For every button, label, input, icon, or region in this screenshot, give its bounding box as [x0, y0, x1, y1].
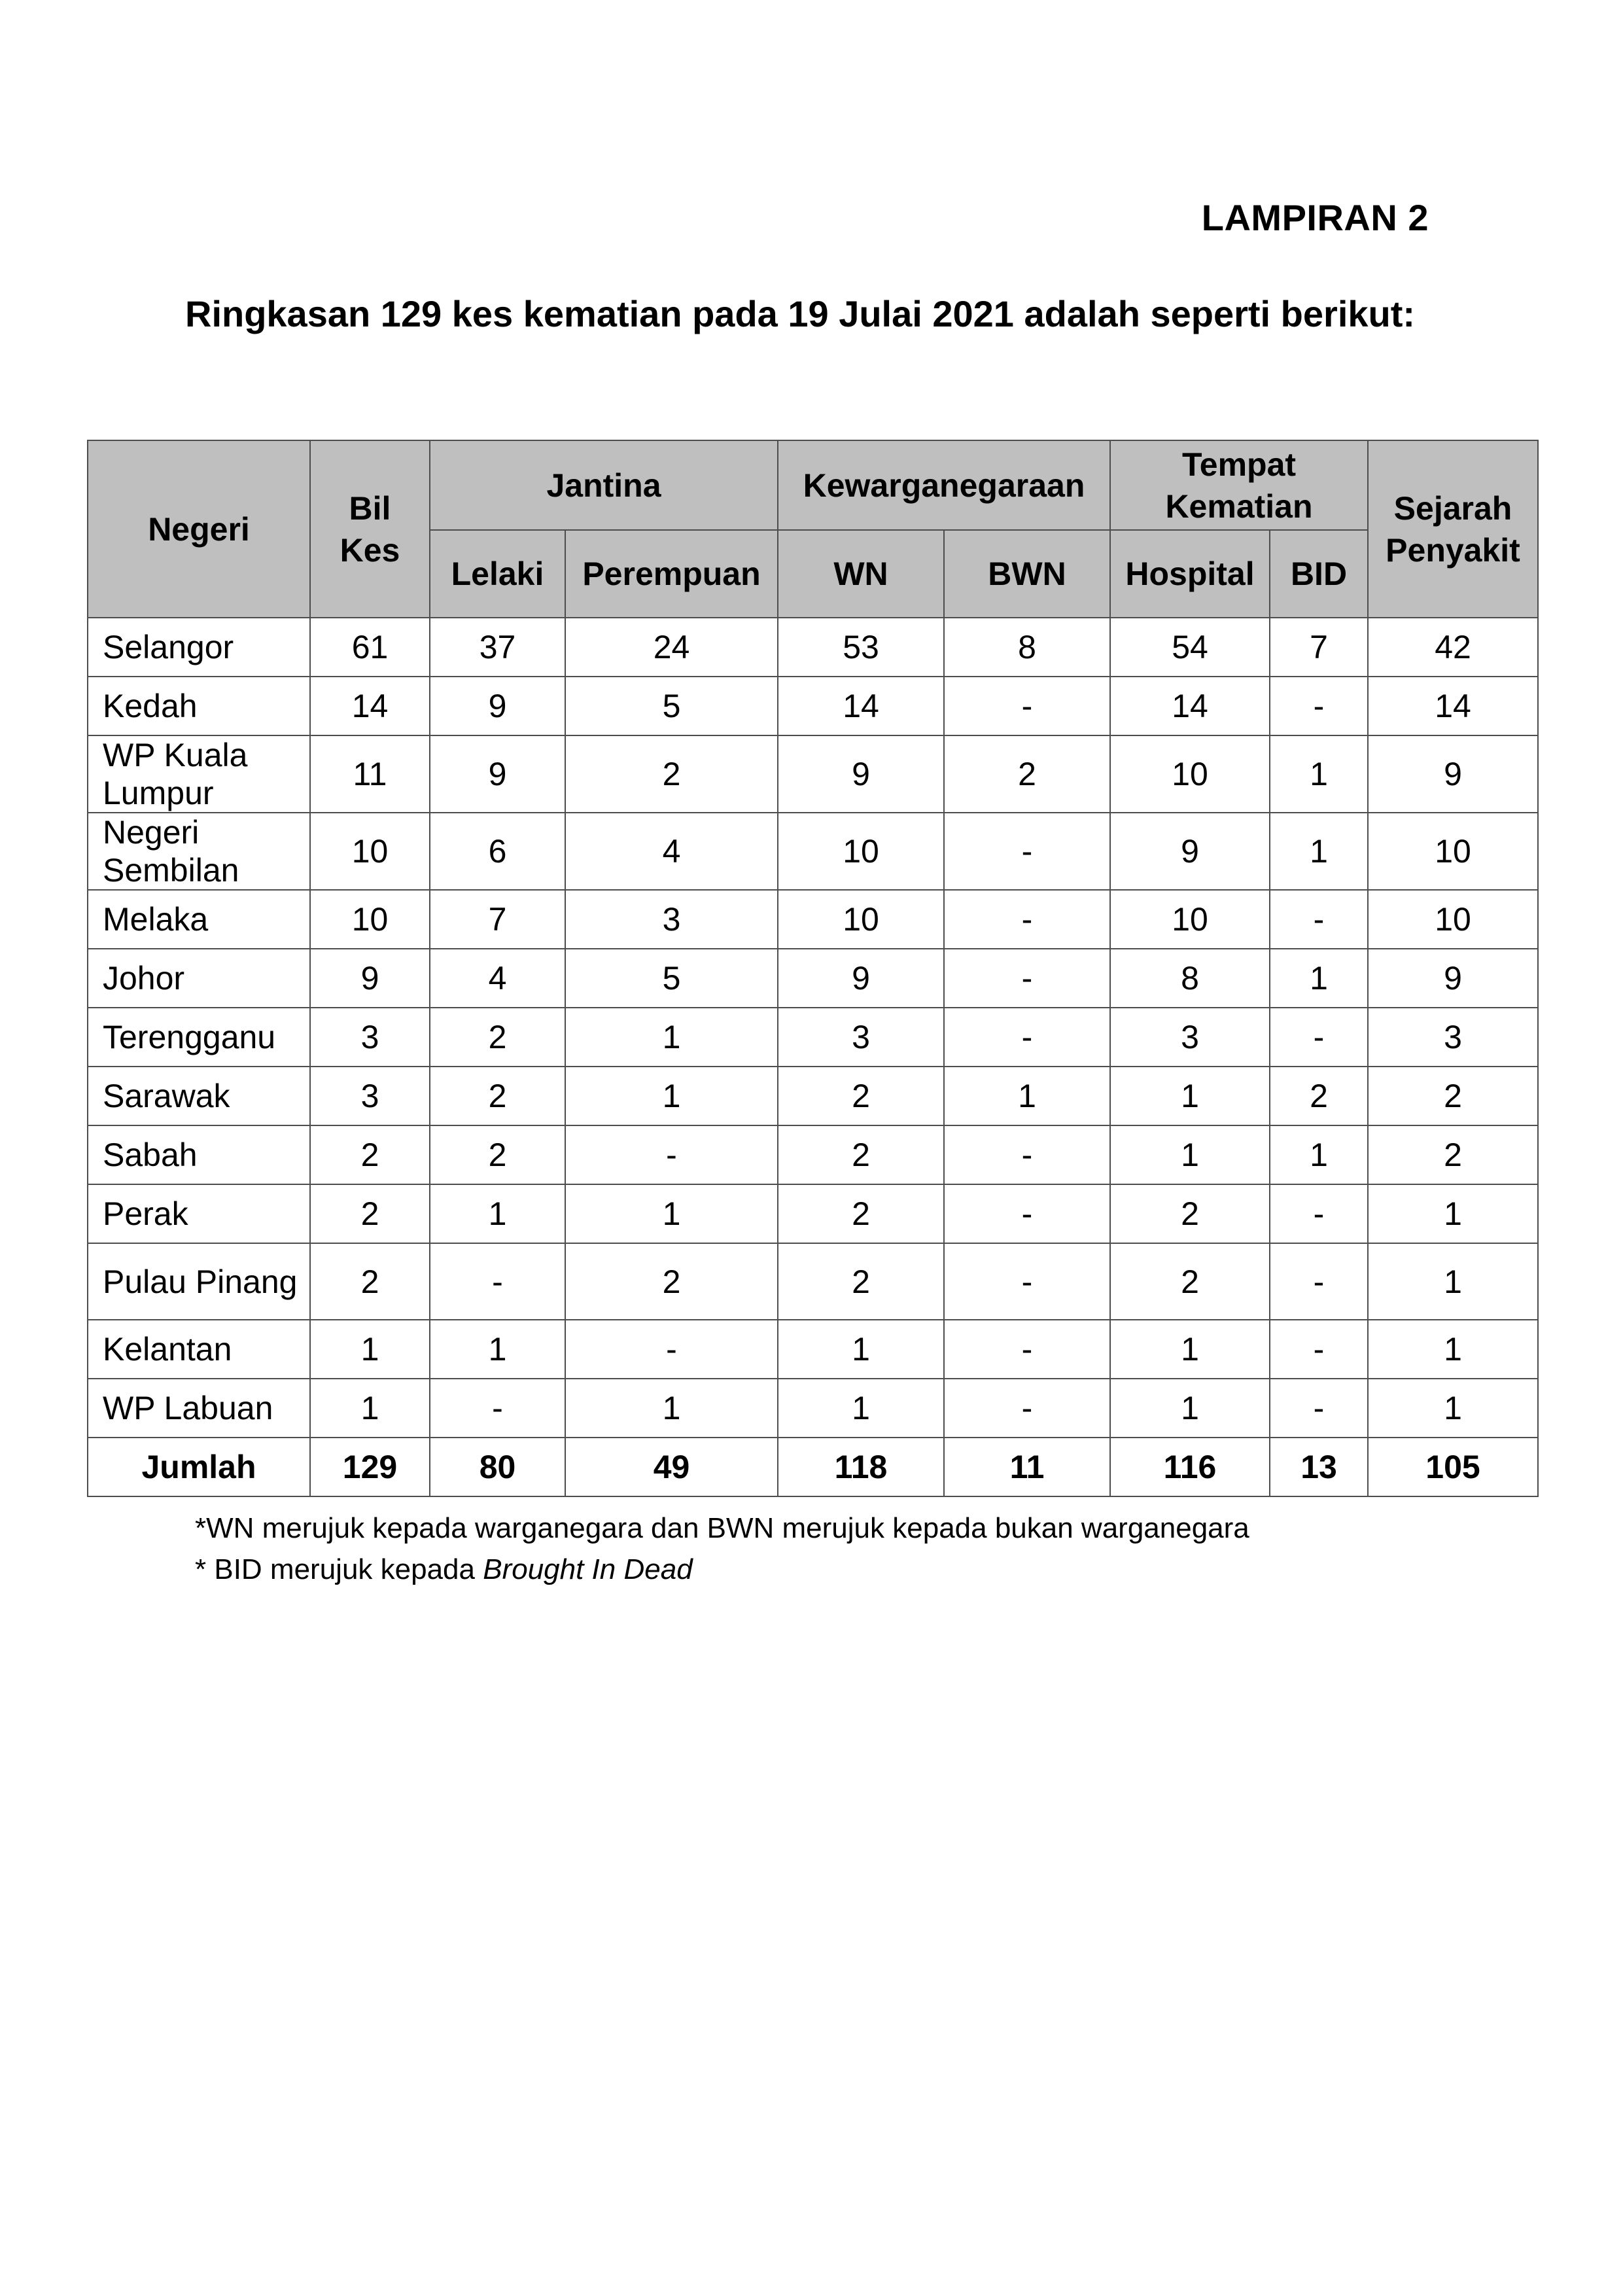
appendix-label: LAMPIRAN 2: [1201, 197, 1429, 238]
cell-bid: -: [1270, 677, 1368, 735]
header-jantina: Jantina: [430, 440, 778, 530]
cell-hospital: 54: [1110, 618, 1270, 677]
cell-bid: -: [1270, 1320, 1368, 1379]
cell-negeri: Pulau Pinang: [88, 1243, 310, 1320]
cell-sejarah: 2: [1368, 1125, 1538, 1184]
cell-bwn: -: [944, 677, 1110, 735]
table-row: [88, 1320, 1538, 1379]
cell-bid: 1: [1270, 1125, 1368, 1184]
cell-hospital: 1: [1110, 1067, 1270, 1125]
cell-hospital: 9: [1110, 813, 1270, 890]
cell-sejarah: 1: [1368, 1379, 1538, 1438]
total-bid: 13: [1270, 1438, 1368, 1496]
total-lelaki: 80: [430, 1438, 565, 1496]
cell-wn: 1: [778, 1379, 944, 1438]
cell-bwn: -: [944, 1320, 1110, 1379]
cell-sejarah: 10: [1368, 890, 1538, 949]
cell-bid: 1: [1270, 949, 1368, 1008]
header-perempuan: Perempuan: [565, 530, 778, 618]
cell-wn: 2: [778, 1184, 944, 1243]
cell-bid: 1: [1270, 813, 1368, 890]
total-sejarah: 105: [1368, 1438, 1538, 1496]
cell-negeri: Melaka: [88, 890, 310, 949]
table-row: [88, 1184, 1538, 1243]
header-bil-kes: Bil Kes: [310, 440, 430, 618]
cell-bid: -: [1270, 1184, 1368, 1243]
cell-bil-kes: 3: [310, 1067, 430, 1125]
cell-hospital: 1: [1110, 1320, 1270, 1379]
table-row: [88, 949, 1538, 1008]
cell-negeri: Sabah: [88, 1125, 310, 1184]
total-negeri: Jumlah: [88, 1438, 310, 1496]
cell-bid: -: [1270, 1008, 1368, 1067]
cell-negeri: Selangor: [88, 618, 310, 677]
cell-negeri: Sarawak: [88, 1067, 310, 1125]
footnote-bid-term: Brought In Dead: [483, 1553, 693, 1585]
cell-bwn: 8: [944, 618, 1110, 677]
cell-perempuan: 5: [565, 949, 778, 1008]
header-tempat-kematian: Tempat Kematian: [1110, 440, 1368, 530]
cell-bil-kes: 1: [310, 1320, 430, 1379]
cell-bid: 7: [1270, 618, 1368, 677]
header-kewarganegaraan: Kewarganegaraan: [778, 440, 1110, 530]
cell-bwn: -: [944, 813, 1110, 890]
footnote-bid: [195, 1551, 693, 1588]
cell-hospital: 10: [1110, 735, 1270, 813]
cell-bil-kes: 11: [310, 735, 430, 813]
cell-bil-kes: 3: [310, 1008, 430, 1067]
cell-lelaki: -: [430, 1243, 565, 1320]
cell-perempuan: -: [565, 1320, 778, 1379]
cell-hospital: 8: [1110, 949, 1270, 1008]
cell-sejarah: 1: [1368, 1243, 1538, 1320]
cell-lelaki: 9: [430, 735, 565, 813]
total-bwn: 11: [944, 1438, 1110, 1496]
death-summary-table: [87, 440, 1539, 1497]
table-row: [88, 813, 1538, 890]
table-body: [88, 618, 1538, 1496]
header-negeri: Negeri: [88, 440, 310, 618]
cell-bid: 1: [1270, 735, 1368, 813]
cell-bwn: 2: [944, 735, 1110, 813]
cell-bid: 2: [1270, 1067, 1368, 1125]
cell-wn: 9: [778, 949, 944, 1008]
cell-negeri: Negeri Sembilan: [88, 813, 310, 890]
table-row: [88, 735, 1538, 813]
cell-bil-kes: 2: [310, 1243, 430, 1320]
footnote-bid-prefix: * BID merujuk kepada: [195, 1553, 483, 1585]
cell-wn: 14: [778, 677, 944, 735]
table-row: [88, 1379, 1538, 1438]
cell-perempuan: 4: [565, 813, 778, 890]
cell-bwn: -: [944, 1008, 1110, 1067]
header-sejarah-penyakit: Sejarah Penyakit: [1368, 440, 1538, 618]
table-row: [88, 1243, 1538, 1320]
cell-bwn: 1: [944, 1067, 1110, 1125]
cell-negeri: Johor: [88, 949, 310, 1008]
cell-perempuan: 3: [565, 890, 778, 949]
total-perempuan: 49: [565, 1438, 778, 1496]
cell-negeri: WP Kuala Lumpur: [88, 735, 310, 813]
cell-lelaki: 1: [430, 1184, 565, 1243]
table-row: [88, 1125, 1538, 1184]
cell-bwn: -: [944, 949, 1110, 1008]
total-wn: 118: [778, 1438, 944, 1496]
cell-bil-kes: 10: [310, 813, 430, 890]
cell-bil-kes: 61: [310, 618, 430, 677]
cell-sejarah: 14: [1368, 677, 1538, 735]
cell-bwn: -: [944, 890, 1110, 949]
cell-wn: 2: [778, 1067, 944, 1125]
cell-perempuan: 24: [565, 618, 778, 677]
cell-wn: 2: [778, 1125, 944, 1184]
cell-hospital: 1: [1110, 1379, 1270, 1438]
cell-lelaki: 37: [430, 618, 565, 677]
header-hospital: Hospital: [1110, 530, 1270, 618]
cell-perempuan: 1: [565, 1379, 778, 1438]
cell-lelaki: 2: [430, 1125, 565, 1184]
cell-negeri: Terengganu: [88, 1008, 310, 1067]
cell-lelaki: 2: [430, 1008, 565, 1067]
cell-negeri: WP Labuan: [88, 1379, 310, 1438]
table-row: [88, 677, 1538, 735]
cell-bil-kes: 14: [310, 677, 430, 735]
cell-bil-kes: 10: [310, 890, 430, 949]
table-row: [88, 1067, 1538, 1125]
cell-bid: -: [1270, 890, 1368, 949]
cell-perempuan: -: [565, 1125, 778, 1184]
total-row: [88, 1438, 1538, 1496]
cell-sejarah: 9: [1368, 735, 1538, 813]
cell-sejarah: 3: [1368, 1008, 1538, 1067]
cell-bid: -: [1270, 1243, 1368, 1320]
table-row: [88, 618, 1538, 677]
header-bwn: BWN: [944, 530, 1110, 618]
total-hospital: 116: [1110, 1438, 1270, 1496]
cell-wn: 53: [778, 618, 944, 677]
cell-lelaki: 2: [430, 1067, 565, 1125]
header-wn: WN: [778, 530, 944, 618]
cell-lelaki: 1: [430, 1320, 565, 1379]
cell-bil-kes: 2: [310, 1184, 430, 1243]
cell-bwn: -: [944, 1184, 1110, 1243]
cell-hospital: 2: [1110, 1184, 1270, 1243]
cell-perempuan: 1: [565, 1067, 778, 1125]
cell-wn: 1: [778, 1320, 944, 1379]
cell-hospital: 14: [1110, 677, 1270, 735]
total-bil-kes: 129: [310, 1438, 430, 1496]
cell-sejarah: 42: [1368, 618, 1538, 677]
cell-lelaki: -: [430, 1379, 565, 1438]
cell-perempuan: 1: [565, 1008, 778, 1067]
header-row-1: [88, 440, 1538, 530]
cell-negeri: Perak: [88, 1184, 310, 1243]
cell-wn: 10: [778, 813, 944, 890]
cell-negeri: Kedah: [88, 677, 310, 735]
cell-bwn: -: [944, 1243, 1110, 1320]
cell-bid: -: [1270, 1379, 1368, 1438]
cell-lelaki: 6: [430, 813, 565, 890]
table-row: [88, 1008, 1538, 1067]
cell-hospital: 2: [1110, 1243, 1270, 1320]
cell-hospital: 10: [1110, 890, 1270, 949]
cell-bil-kes: 1: [310, 1379, 430, 1438]
cell-sejarah: 2: [1368, 1067, 1538, 1125]
cell-perempuan: 2: [565, 735, 778, 813]
cell-sejarah: 10: [1368, 813, 1538, 890]
cell-perempuan: 1: [565, 1184, 778, 1243]
intro-paragraph: Ringkasan 129 kes kematian pada 19 Julai 2021 adalah seperti berikut:: [185, 293, 1416, 334]
cell-bil-kes: 9: [310, 949, 430, 1008]
table-row: [88, 890, 1538, 949]
cell-wn: 3: [778, 1008, 944, 1067]
cell-wn: 9: [778, 735, 944, 813]
cell-sejarah: 9: [1368, 949, 1538, 1008]
cell-lelaki: 4: [430, 949, 565, 1008]
cell-perempuan: 5: [565, 677, 778, 735]
cell-bwn: -: [944, 1379, 1110, 1438]
cell-bil-kes: 2: [310, 1125, 430, 1184]
cell-lelaki: 9: [430, 677, 565, 735]
cell-bwn: -: [944, 1125, 1110, 1184]
header-bid: BID: [1270, 530, 1368, 618]
cell-hospital: 1: [1110, 1125, 1270, 1184]
cell-perempuan: 2: [565, 1243, 778, 1320]
cell-sejarah: 1: [1368, 1320, 1538, 1379]
cell-wn: 2: [778, 1243, 944, 1320]
cell-sejarah: 1: [1368, 1184, 1538, 1243]
cell-hospital: 3: [1110, 1008, 1270, 1067]
cell-negeri: Kelantan: [88, 1320, 310, 1379]
cell-lelaki: 7: [430, 890, 565, 949]
cell-wn: 10: [778, 890, 944, 949]
header-lelaki: Lelaki: [430, 530, 565, 618]
footnote-wn-bwn: *WN merujuk kepada warganegara dan BWN merujuk kepada bukan warganegara: [195, 1512, 1249, 1544]
